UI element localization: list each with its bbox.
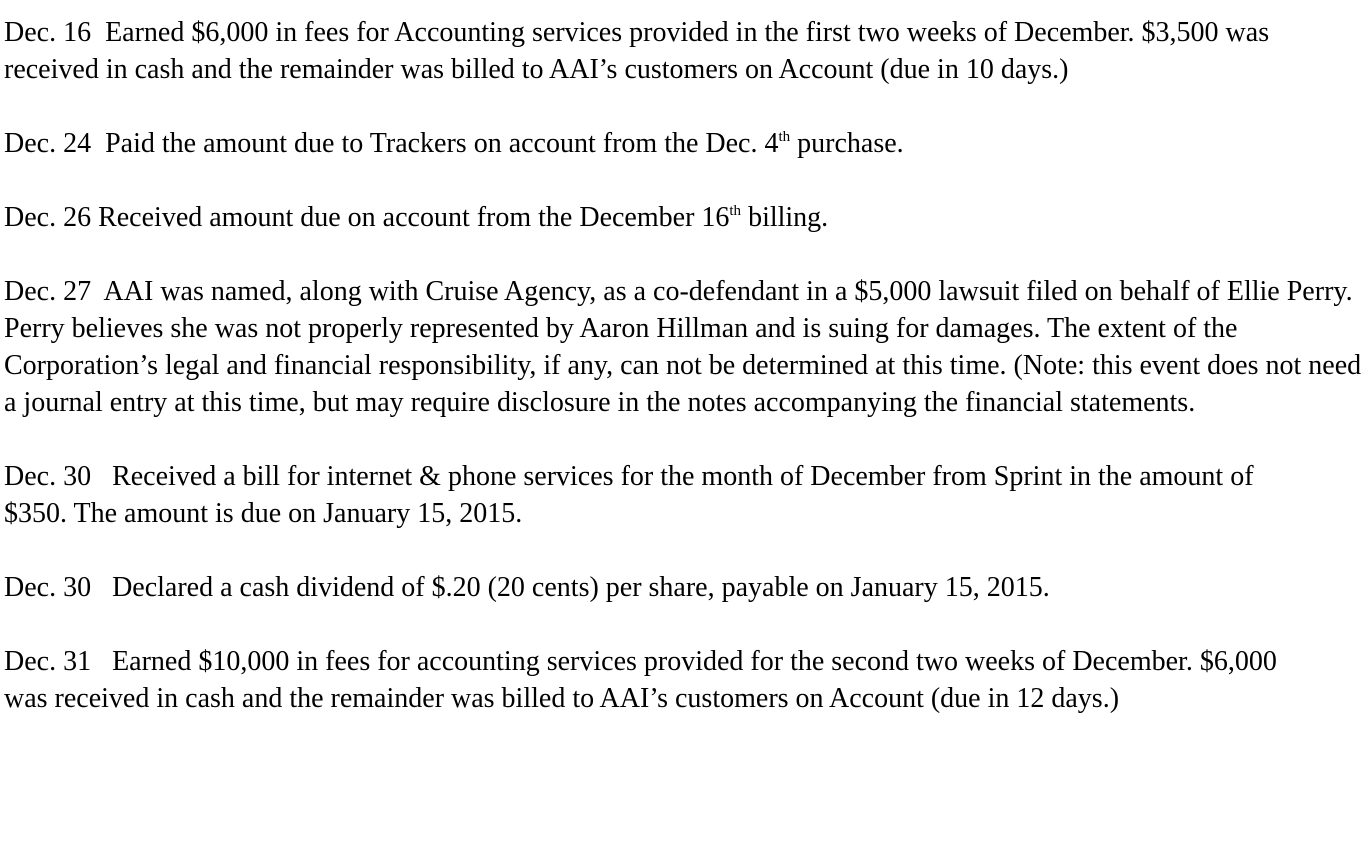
entry-dec-30-dividend (4, 569, 1366, 606)
entry-text: Earned $6,000 in fees for Accounting services provided in the first two weeks of December. $3,500 was received in cash and the remainder was billed to AAI’s customers on Account (due in 10 days.) (4, 17, 1270, 85)
entry-date: Dec. 27 (4, 276, 92, 307)
entry-text: Received amount due on account from the December 16 (98, 202, 730, 233)
entry-text: AAI was named, along with Cruise Agency, as a co-defendant in a $5,000 lawsuit filed on behalf of Ellie Perry. Perry believes she was not properly represented by Aaron Hillman and is suing for damages. The extent of the Corporation’s legal and financial responsibility, if any, can not be determined at this time. (Note: this event does not need a journal entry at this time, but may require disclosure in the notes accompanying the financial statements. (4, 276, 1362, 418)
ordinal-suffix: th (778, 129, 791, 145)
entry-text-end: billing. (741, 202, 829, 233)
entry-date: Dec. 30 (4, 461, 92, 492)
entry-date: Dec. 30 (4, 572, 92, 603)
entry-date: Dec. 31 (4, 646, 92, 677)
entry-dec-26 (4, 199, 1366, 236)
entry-dec-27 (4, 273, 1366, 421)
document-body (4, 14, 1366, 717)
entry-date: Dec. 16 (4, 17, 92, 48)
entry-dec-16 (4, 14, 1304, 88)
entry-dec-24 (4, 125, 1366, 162)
entry-text: Paid the amount due to Trackers on account from the Dec. 4 (105, 128, 779, 159)
entry-dec-31 (4, 643, 1314, 717)
entry-date: Dec. 24 (4, 128, 92, 159)
entry-text: Declared a cash dividend of $.20 (20 cents) per share, payable on January 15, 2015. (112, 572, 1050, 603)
entry-date: Dec. 26 (4, 202, 92, 233)
entry-text: Earned $10,000 in fees for accounting services provided for the second two weeks of December. $6,000 was received in cash and the remainder was billed to AAI’s customers on Account (due in 12 days.) (4, 646, 1277, 714)
ordinal-suffix: th (729, 203, 742, 219)
entry-text: Received a bill for internet & phone services for the month of December from Sprint in the amount of $350. The amount is due on January 15, 2015. (4, 461, 1254, 529)
entry-text-end: purchase. (790, 128, 904, 159)
entry-dec-30-bill (4, 458, 1304, 532)
